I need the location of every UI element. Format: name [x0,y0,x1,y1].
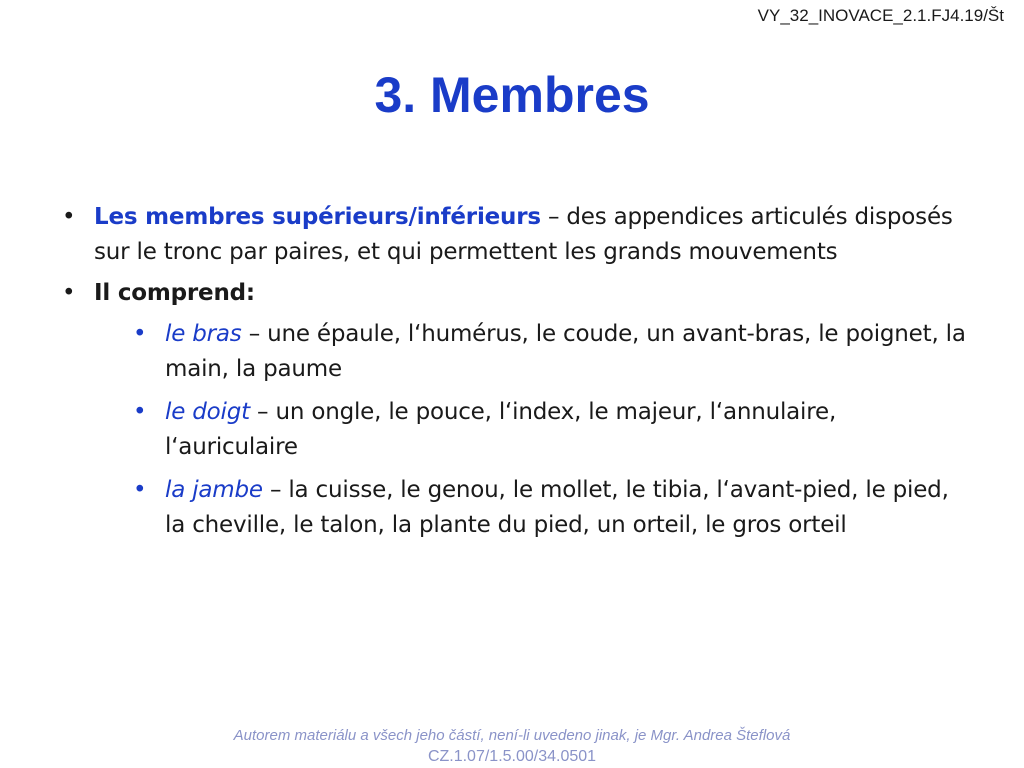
sub-text-bras: – une épaule, l‘humérus, le coude, un avant-bras, le poignet, la main, la paume [165,321,966,382]
sub-text-jambe: – la cuisse, le genou, le mollet, le tibia, l‘avant-pied, le pied, la cheville, le talon, la plante du pied, un orteil, le gros orteil [165,477,949,538]
sub-bullet-list [60,317,970,543]
slide-content [60,200,970,551]
sub-term-bras: le bras [165,321,242,347]
sub-bullet-item-bras [60,317,970,387]
bullet-item-definition [60,200,970,270]
sub-text-doigt: – un ongle, le pouce, l‘index, le majeur, l‘annulaire, l‘auriculaire [165,399,837,460]
bullet-marker: • [62,204,76,230]
footer-project-code: CZ.1.07/1.5.00/34.0501 [427,748,597,765]
sub-term-doigt: le doigt [165,399,250,425]
footer-author-line: Autorem materiálu a všech jeho částí, není-li uvedeno jinak, je Mgr. Andrea Šteflová [233,727,791,744]
sub-bullet-item-jambe [60,473,970,543]
bullet-marker: • [62,280,76,306]
sub-bullet-marker: • [133,477,147,503]
sub-bullet-item-doigt [60,395,970,465]
definition-term: Les membres supérieurs/inférieurs [94,204,541,230]
sub-bullet-marker: • [133,321,147,347]
definition-text: – des appendices articulés disposés sur le tronc par paires, et qui permettent les grands mouvements [94,204,953,265]
sub-term-jambe: la jambe [165,477,263,503]
comprend-label: Il comprend: [94,280,255,306]
bullet-item-comprend [60,276,970,311]
sub-bullet-marker: • [133,399,147,425]
slide-title: 3. Membres [374,67,650,123]
material-code: VY_32_INOVACE_2.1.FJ4.19/Št [757,6,1004,25]
